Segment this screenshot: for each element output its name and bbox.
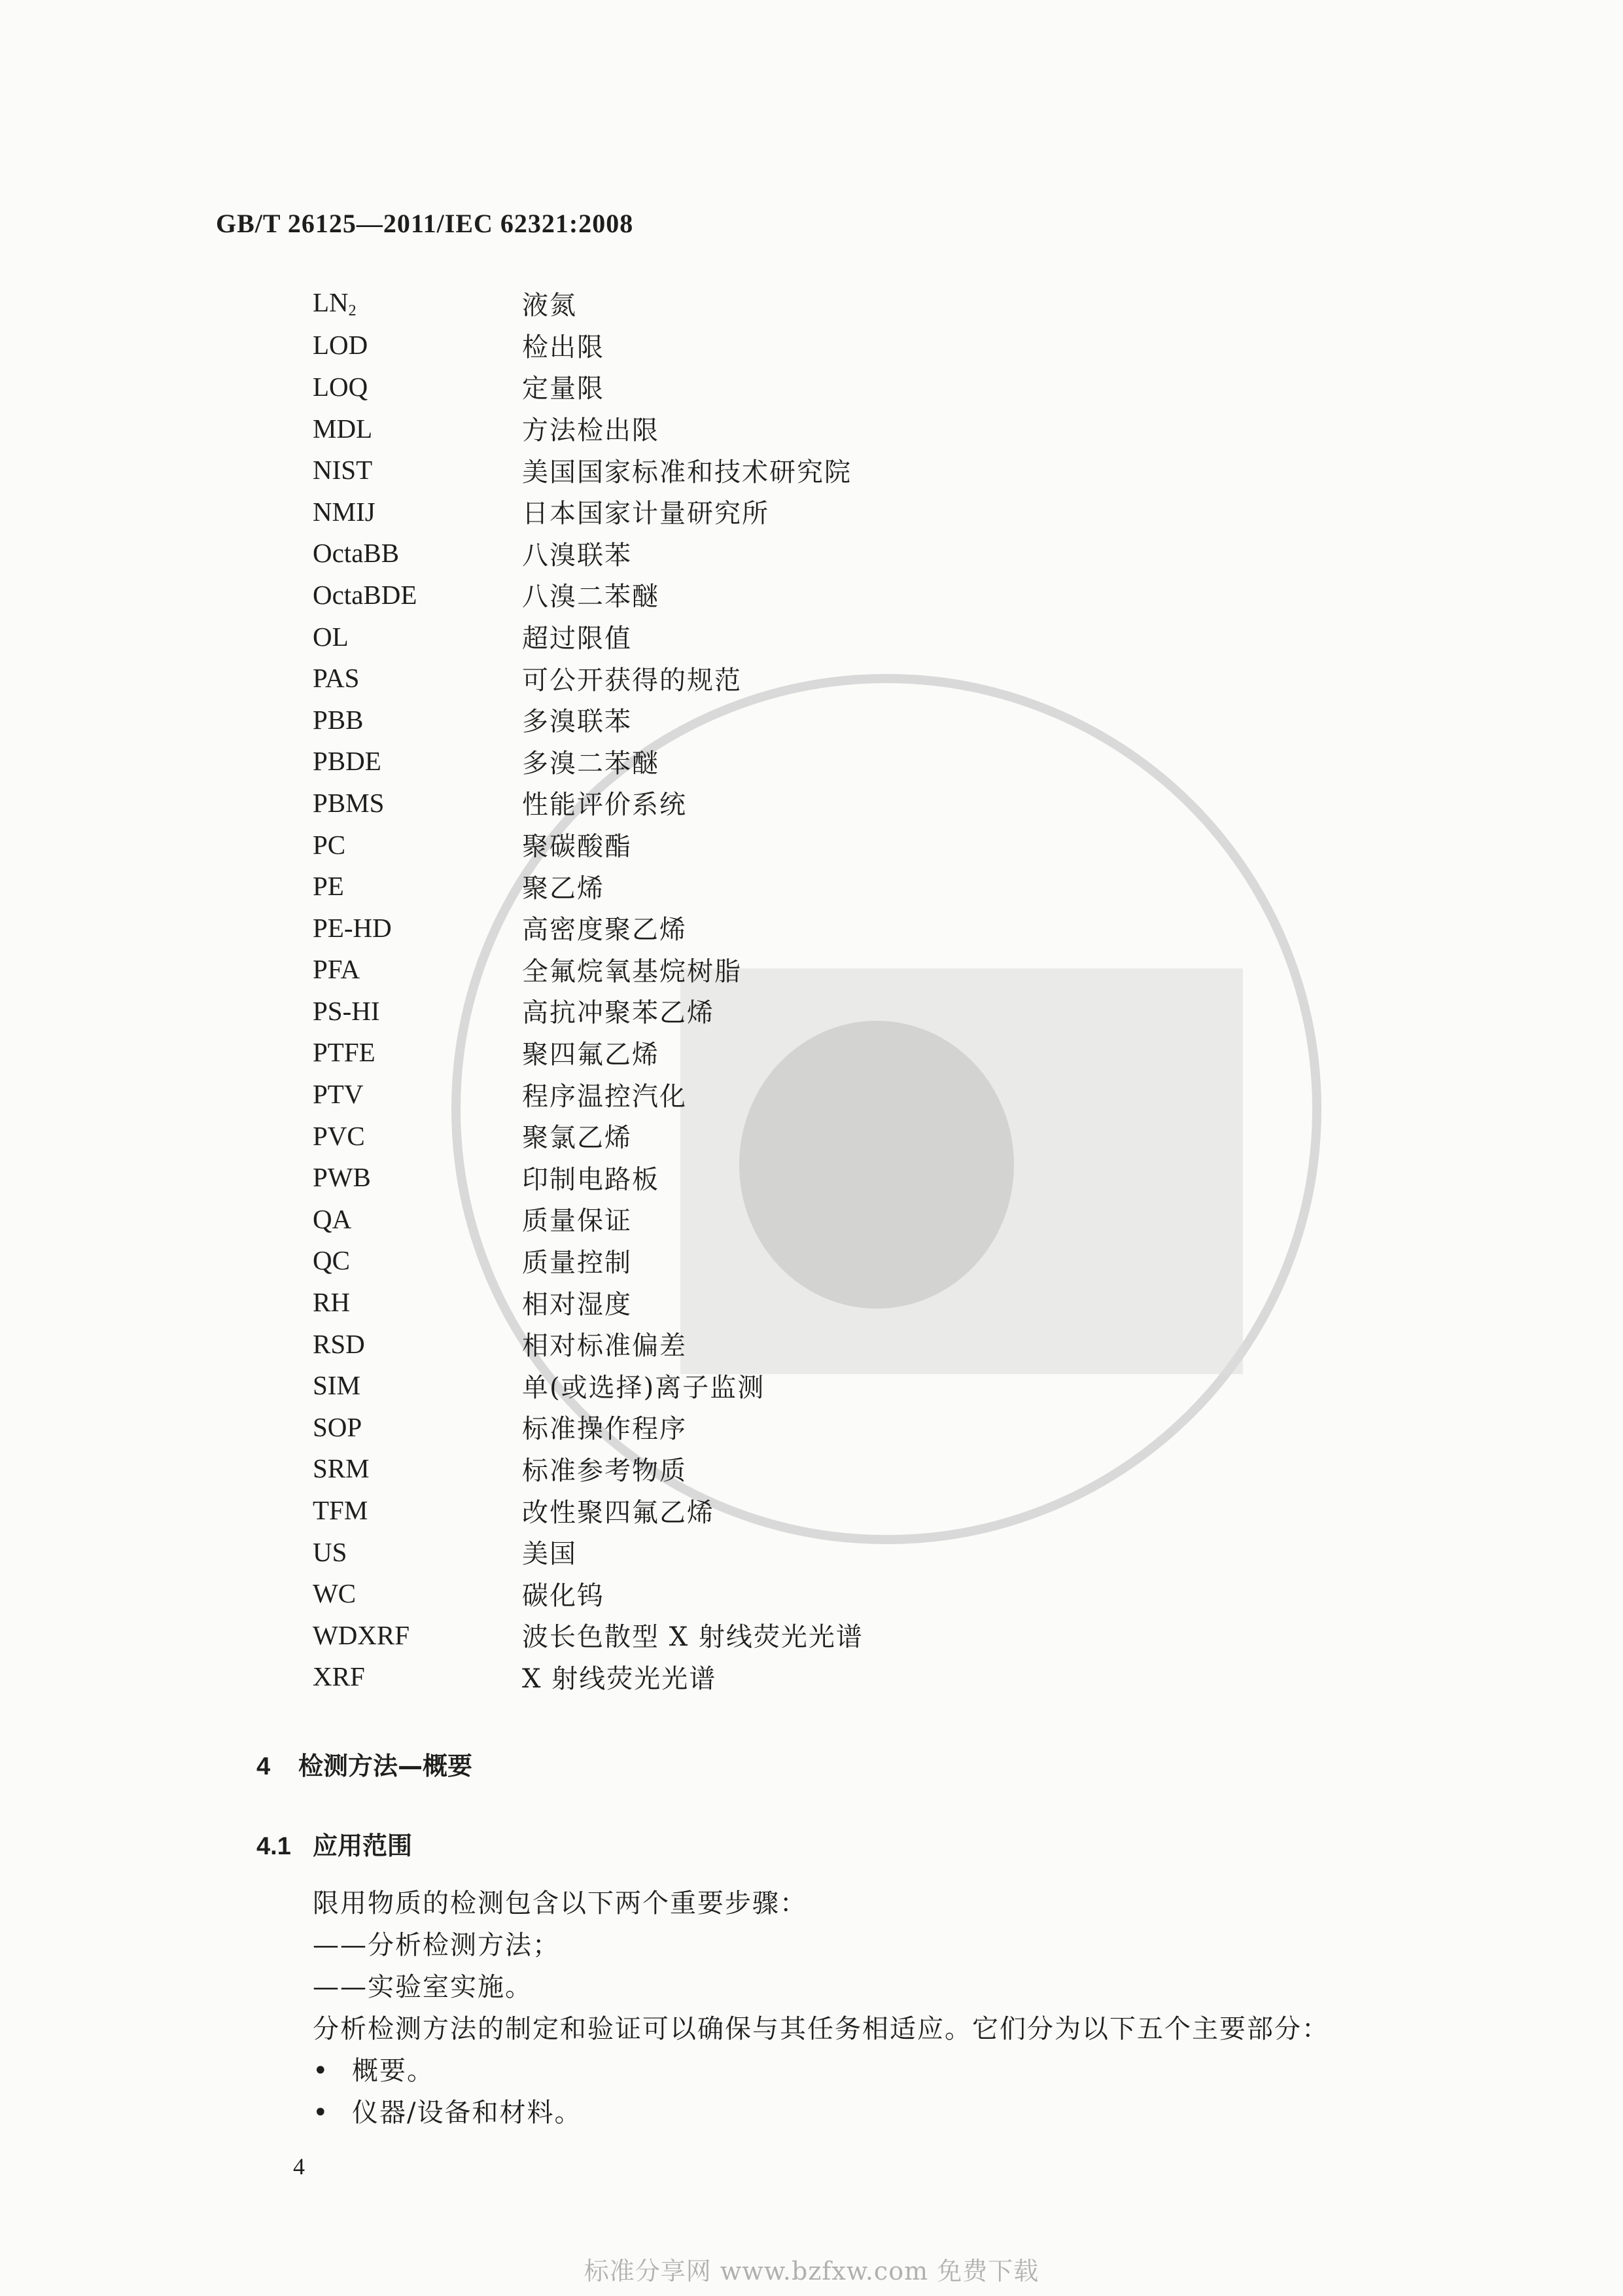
- abbreviation-term: [313, 1536, 522, 1568]
- abbreviation-term: [313, 829, 522, 860]
- abbreviation-definition: 质量保证: [522, 1206, 632, 1237]
- abbreviation-row: [313, 1614, 864, 1656]
- abbreviation-row: [313, 1323, 864, 1365]
- abbreviation-term: [313, 1245, 522, 1276]
- abbreviation-term-text: US: [313, 1536, 347, 1567]
- abbreviation-term-text: QC: [313, 1245, 350, 1276]
- abbreviation-row: [313, 325, 864, 366]
- body-paragraph: 分析检测方法的制定和验证可以确保与其任务相适应。它们分为以下五个主要部分：: [313, 2014, 1329, 2044]
- abbreviation-row: [313, 699, 864, 741]
- bullet-text: 仪器/设备和材料。: [352, 2098, 582, 2128]
- abbreviation-row: [313, 1406, 864, 1448]
- abbreviation-term: [313, 1661, 522, 1692]
- abbreviation-row: [313, 990, 864, 1032]
- abbreviation-term-text: LOQ: [313, 371, 368, 402]
- abbreviation-term-text: PE-HD: [313, 912, 392, 943]
- abbreviation-term: [313, 1328, 522, 1360]
- abbreviation-definition: 相对湿度: [522, 1289, 632, 1320]
- abbreviation-definition: 日本国家计量研究所: [522, 499, 769, 529]
- abbreviation-row: [313, 1156, 864, 1198]
- abbreviation-term: [313, 579, 522, 610]
- section-number: 4.1: [256, 1833, 291, 1860]
- abbreviation-definition: 聚四氟乙烯: [522, 1039, 659, 1070]
- abbreviation-term-text: PBB: [313, 704, 364, 735]
- abbreviation-definition: 聚碳酸酯: [522, 832, 632, 862]
- abbreviation-row: [313, 533, 864, 574]
- abbreviation-term-text: OctaBB: [313, 538, 400, 569]
- section-title: 应用范围: [313, 1831, 413, 1860]
- abbreviation-row: [313, 1032, 864, 1074]
- abbreviation-term-text: PS-HI: [313, 995, 380, 1026]
- abbreviation-row: [313, 1448, 864, 1490]
- abbreviation-row: [313, 1531, 864, 1573]
- abbreviation-term: [313, 413, 522, 444]
- abbreviation-definition: 八溴二苯醚: [522, 582, 659, 612]
- abbreviation-term-text: PBDE: [313, 746, 381, 777]
- abbreviation-term-text: RH: [313, 1287, 350, 1318]
- abbreviation-term-text: OctaBDE: [313, 579, 417, 610]
- abbreviation-term: [313, 953, 522, 985]
- abbreviation-term: [313, 371, 522, 402]
- abbreviation-row: [313, 574, 864, 616]
- abbreviation-definition: 单(或选择)离子监测: [522, 1372, 765, 1403]
- abbreviation-term-text: PE: [313, 871, 344, 902]
- abbreviation-term: [313, 1494, 522, 1526]
- abbreviation-term: [313, 704, 522, 735]
- section-4-heading: [256, 1746, 472, 1782]
- abbreviation-row: [313, 824, 864, 866]
- abbreviation-term: [313, 1619, 522, 1651]
- abbreviation-row: [313, 907, 864, 949]
- abbreviation-term-text: PFA: [313, 954, 360, 985]
- abbreviation-row: [313, 283, 864, 325]
- abbreviation-term: [313, 745, 522, 777]
- abbreviation-term-text: NMIJ: [313, 496, 375, 527]
- abbreviation-term: [313, 912, 522, 944]
- abbreviation-definition: 质量控制: [522, 1247, 632, 1278]
- abbreviation-term-text: SIM: [313, 1370, 360, 1401]
- intro-text: 限用物质的检测包含以下两个重要步骤：: [313, 1888, 807, 1918]
- abbreviation-definition: 多溴二苯醚: [522, 748, 659, 779]
- abbreviation-term-text: QA: [313, 1203, 352, 1234]
- bullet-dot-icon: •: [313, 2098, 330, 2128]
- abbreviation-term-text: LOD: [313, 330, 368, 361]
- abbreviation-row: [313, 1656, 864, 1698]
- abbreviation-row: [313, 1572, 864, 1614]
- abbreviation-row: [313, 1240, 864, 1282]
- abbreviation-term: [313, 537, 522, 569]
- abbreviation-term: [313, 1369, 522, 1401]
- abbreviation-definition: 改性聚四氟乙烯: [522, 1497, 714, 1528]
- abbreviation-row: [313, 1198, 864, 1240]
- bullet-text: 概要。: [352, 2056, 434, 2086]
- page-number: 4: [293, 2153, 305, 2180]
- abbreviation-definition: 相对标准偏差: [522, 1331, 687, 1362]
- section-4-1-heading: [256, 1826, 412, 1862]
- abbreviation-row: [313, 1073, 864, 1115]
- bullet-item: [313, 2092, 582, 2129]
- abbreviation-definition: 聚氯乙烯: [522, 1123, 632, 1154]
- abbreviation-row: [313, 1489, 864, 1531]
- abbreviation-definition: 美国: [522, 1539, 577, 1570]
- abbreviation-definition: 全氟烷氧基烷树脂: [522, 956, 742, 987]
- abbreviation-term: [313, 454, 522, 486]
- abbreviation-row: [313, 491, 864, 533]
- abbreviation-term: [313, 1203, 522, 1235]
- abbreviation-definition: 检出限: [522, 332, 604, 362]
- bullet-item: [313, 2050, 434, 2087]
- abbreviation-term-text: SRM: [313, 1453, 370, 1484]
- footer-watermark-text: 标准分享网 www.bzfxw.com 免费下载: [584, 2257, 1039, 2286]
- abbreviation-term-text: SOP: [313, 1411, 362, 1442]
- bullet-dot-icon: •: [313, 2056, 330, 2086]
- abbreviation-row: [313, 865, 864, 907]
- abbreviation-row: [313, 449, 864, 491]
- abbreviation-definition: 定量限: [522, 374, 604, 404]
- abbreviation-term: [313, 662, 522, 694]
- abbreviation-term: [313, 1036, 522, 1068]
- abbreviation-subscript: 2: [348, 302, 357, 320]
- abbreviation-definition: 高抗冲聚苯乙烯: [522, 998, 714, 1029]
- abbreviation-term: [313, 1078, 522, 1110]
- abbreviation-definition: 标准参考物质: [522, 1455, 687, 1486]
- abbreviation-term-text: RSD: [313, 1328, 365, 1359]
- abbreviation-term: [313, 287, 522, 320]
- abbreviation-row: [313, 657, 864, 699]
- abbreviation-row: [313, 741, 864, 783]
- abbreviation-definition: 波长色散型 X 射线荧光光谱: [522, 1622, 864, 1653]
- abbreviation-term: [313, 496, 522, 527]
- abbreviation-row: [313, 1281, 864, 1323]
- abbreviation-definition: 可公开获得的规范: [522, 665, 742, 696]
- abbreviation-term-text: PBMS: [313, 787, 385, 818]
- abbreviation-term: [313, 1161, 522, 1193]
- abbreviation-row: [313, 366, 864, 408]
- abbreviation-definition: 聚乙烯: [522, 873, 604, 904]
- abbreviation-definition: 标准操作程序: [522, 1414, 687, 1445]
- abbreviation-term: [313, 329, 522, 361]
- abbreviation-row: [313, 1115, 864, 1157]
- abbreviation-list: [313, 283, 864, 1697]
- abbreviation-definition: 高密度聚乙烯: [522, 915, 687, 945]
- abbreviation-term-text: MDL: [313, 413, 373, 444]
- abbreviation-term: [313, 1453, 522, 1484]
- abbreviation-definition: 液氮: [522, 291, 577, 321]
- abbreviation-term-text: PTFE: [313, 1037, 375, 1068]
- abbreviation-term-text: OL: [313, 621, 349, 652]
- abbreviation-term-text: PAS: [313, 663, 360, 694]
- abbreviation-term-text: PVC: [313, 1120, 365, 1151]
- abbreviation-definition: 碳化钨: [522, 1580, 604, 1611]
- abbreviation-term: [313, 1286, 522, 1318]
- abbreviation-term: [313, 995, 522, 1027]
- abbreviation-definition: 美国国家标准和技术研究院: [522, 457, 852, 487]
- section-number: 4: [256, 1753, 271, 1780]
- abbreviation-term-text: TFM: [313, 1495, 368, 1526]
- abbreviation-term: [313, 1411, 522, 1443]
- abbreviation-row: [313, 408, 864, 450]
- abbreviation-definition: 多溴联苯: [522, 707, 632, 737]
- abbreviation-definition: 程序温控汽化: [522, 1081, 687, 1112]
- abbreviation-row: [313, 782, 864, 824]
- abbreviation-term: [313, 1578, 522, 1609]
- abbreviation-term-text: PC: [313, 829, 346, 860]
- abbreviation-term: [313, 621, 522, 652]
- abbreviation-row: [313, 949, 864, 991]
- dash-item: ——分析检测方法；: [313, 1930, 560, 1960]
- abbreviation-definition: 方法检出限: [522, 415, 659, 446]
- dash-item: ——实验室实施。: [313, 1972, 532, 2002]
- abbreviation-term-text: PTV: [313, 1079, 364, 1110]
- abbreviation-term-text: LN: [313, 287, 349, 318]
- abbreviation-term-text: PWB: [313, 1162, 371, 1193]
- abbreviation-term: [313, 870, 522, 902]
- abbreviation-term-text: WC: [313, 1578, 357, 1609]
- abbreviation-row: [313, 616, 864, 658]
- abbreviation-definition: 超过限值: [522, 624, 632, 654]
- abbreviation-definition: 印制电路板: [522, 1164, 659, 1195]
- section-title: 检测方法—概要: [298, 1752, 473, 1780]
- abbreviation-term-text: WDXRF: [313, 1619, 410, 1650]
- abbreviation-term-text: XRF: [313, 1661, 365, 1692]
- abbreviation-term: [313, 1120, 522, 1152]
- abbreviation-definition: 八溴联苯: [522, 540, 632, 571]
- abbreviation-term: [313, 787, 522, 819]
- abbreviation-term-text: NIST: [313, 455, 373, 486]
- abbreviation-definition: 性能评价系统: [522, 790, 687, 821]
- standard-code-header: GB/T 26125—2011/IEC 62321:2008: [216, 209, 634, 238]
- abbreviation-row: [313, 1364, 864, 1406]
- abbreviation-definition: X 射线荧光光谱: [522, 1663, 717, 1694]
